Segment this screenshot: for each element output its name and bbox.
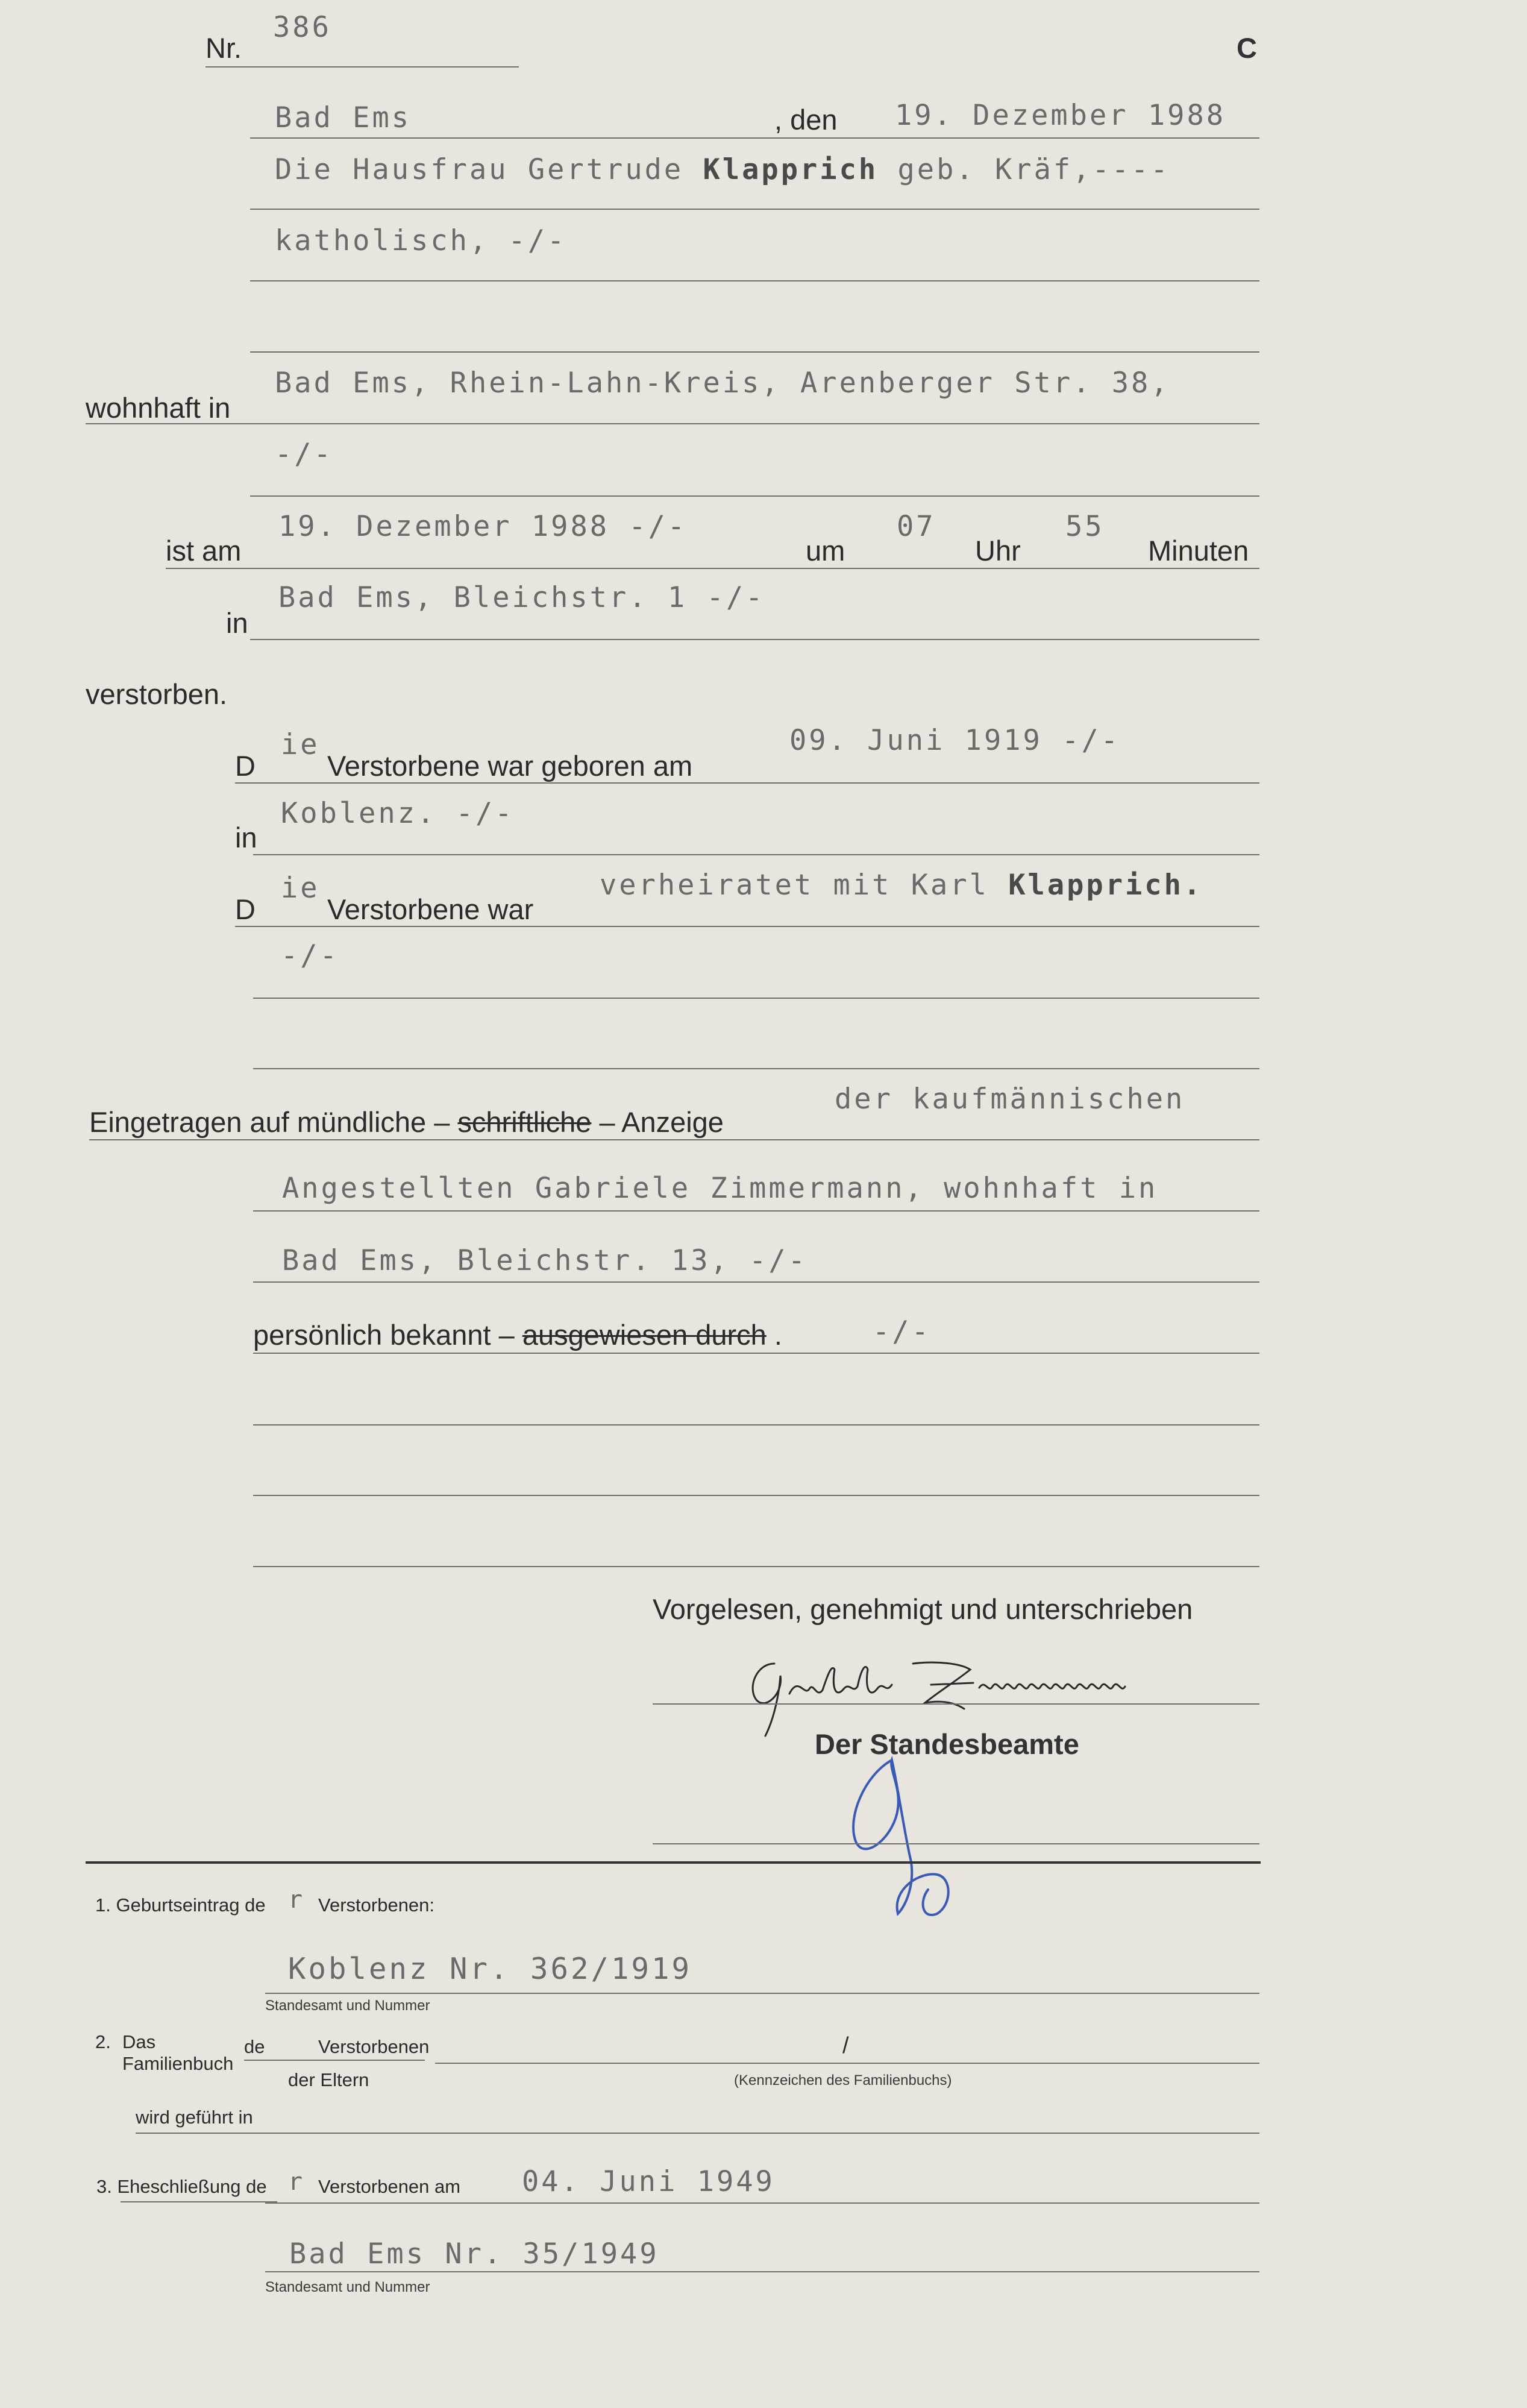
den-label: , den: [774, 104, 838, 136]
line-3: [250, 280, 1259, 281]
line-8: [250, 639, 1259, 640]
marital-ie-typed: ie: [281, 872, 320, 905]
birth-label: Verstorbene war geboren am: [327, 750, 693, 782]
record-number: 386: [273, 11, 331, 44]
item3-caption: Standesamt und Nummer: [265, 2279, 430, 2295]
birth-place: Koblenz. -/-: [281, 797, 515, 830]
item1-label: 1. Geburtseintrag de: [95, 1894, 266, 1916]
item3-line: [265, 2202, 1259, 2204]
read-approved-label: Vorgelesen, genehmigt und unterschrieben: [653, 1593, 1193, 1625]
death-place: Bad Ems, Bleichstr. 1 -/-: [278, 581, 765, 614]
form-letter: C: [1237, 32, 1257, 64]
registry-date: 19. Dezember 1988: [895, 99, 1226, 132]
residence-line-1: Bad Ems, Rhein-Lahn-Kreis, Arenberger Str. 38,: [275, 366, 1170, 400]
item2-number: 2.: [95, 2031, 111, 2052]
item3-date: 04. Juni 1949: [522, 2165, 775, 2198]
line-1: [250, 137, 1259, 139]
minuten-label: Minuten: [1148, 535, 1249, 567]
nr-label: Nr.: [205, 32, 242, 64]
registry-place: Bad Ems: [275, 101, 412, 134]
line-10: [253, 854, 1259, 855]
item3-value: Bad Ems Nr. 35/1949: [289, 2237, 659, 2271]
death-date: 19. Dezember 1988 -/-: [278, 510, 688, 543]
marital-label: Verstorbene war: [327, 893, 534, 925]
marital-d-label: D: [235, 893, 256, 925]
official-label: Der Standesbeamte: [815, 1728, 1079, 1760]
item3-typed: r: [288, 2168, 306, 2196]
person-line-1: Die Hausfrau Gertrude Klapprich geb. Kräf,----: [275, 153, 1170, 186]
item2-de: de: [244, 2036, 265, 2057]
verstorben-label: verstorben.: [86, 678, 228, 710]
nr-underline: [205, 66, 519, 68]
birth-date: 09. Juni 1919 -/-: [789, 724, 1121, 757]
known-typed: -/-: [873, 1315, 931, 1348]
line-19: [253, 1495, 1259, 1496]
line-2: [250, 209, 1259, 210]
death-minute: 55: [1065, 510, 1105, 543]
person-religion: katholisch, -/-: [275, 224, 567, 257]
death-hour: 07: [897, 510, 936, 543]
ist-am-label: ist am: [166, 535, 242, 567]
item2-de-line: [244, 2060, 425, 2061]
line-7: [166, 568, 1259, 569]
um-label: um: [806, 535, 845, 567]
birth-d-label: D: [235, 750, 256, 782]
item1-line: [265, 1993, 1259, 1994]
item2-familienbuch: Familienbuch: [122, 2053, 234, 2074]
line-6: [250, 495, 1259, 497]
item2-line: [435, 2063, 1259, 2064]
line-18: [253, 1424, 1259, 1426]
item3-value-line: [265, 2271, 1259, 2272]
item1-caption: Standesamt und Nummer: [265, 1998, 430, 2014]
residence-line-2: -/-: [275, 438, 333, 471]
birth-ie-typed: ie: [281, 728, 320, 761]
item2-caption: (Kennzeichen des Familienbuchs): [734, 2072, 952, 2089]
line-4: [250, 351, 1259, 353]
birth-in-label: in: [235, 822, 257, 853]
item2-das: Das: [122, 2031, 156, 2052]
line-15: [253, 1210, 1259, 1212]
line-5: [86, 423, 1259, 424]
death-in-label: in: [226, 607, 248, 639]
wohnhaft-label: wohnhaft in: [86, 392, 231, 424]
line-11: [235, 926, 1259, 927]
known-label: persönlich bekannt – ausgewiesen durch .: [253, 1319, 782, 1351]
item2-verstorbenen: Verstorbenen: [318, 2036, 430, 2057]
item3-suffix: Verstorbenen am: [318, 2176, 461, 2197]
uhr-label: Uhr: [975, 535, 1021, 567]
signature-line-1: [653, 1703, 1259, 1705]
item3-label-underline: [121, 2201, 277, 2202]
item1-typed: r: [288, 1886, 306, 1914]
marital-value: verheiratet mit Karl Klapprich.: [600, 869, 1203, 902]
item2-eltern: der Eltern: [288, 2069, 369, 2090]
line-17: [253, 1353, 1259, 1354]
item1-suffix: Verstorbenen:: [318, 1894, 435, 1916]
item2-gefuehrt-line: [136, 2133, 1259, 2134]
item2-slash: /: [842, 2033, 849, 2058]
line-20: [253, 1566, 1259, 1567]
report-line-3: Bad Ems, Bleichstr. 13, -/-: [282, 1244, 808, 1277]
item2-gefuehrt: wird geführt in: [136, 2107, 253, 2128]
line-9: [235, 782, 1259, 784]
line-12: [253, 998, 1259, 999]
report-line-2: Angestellten Gabriele Zimmermann, wohnhaft in: [282, 1172, 1158, 1205]
marital-line-2: -/-: [281, 939, 339, 972]
item3-label: 3. Eheschließung de: [96, 2176, 267, 2197]
signature-line-2: [653, 1843, 1259, 1844]
official-signature: [841, 1751, 961, 1926]
line-16: [253, 1281, 1259, 1283]
report-line-1: der kaufmännischen: [835, 1083, 1185, 1116]
report-label: Eingetragen auf mündliche – schriftliche – Anzeige: [89, 1106, 724, 1138]
line-14: [89, 1139, 1259, 1140]
section-divider: [86, 1861, 1261, 1864]
line-13: [253, 1068, 1259, 1069]
item1-value: Koblenz Nr. 362/1919: [288, 1952, 692, 1986]
